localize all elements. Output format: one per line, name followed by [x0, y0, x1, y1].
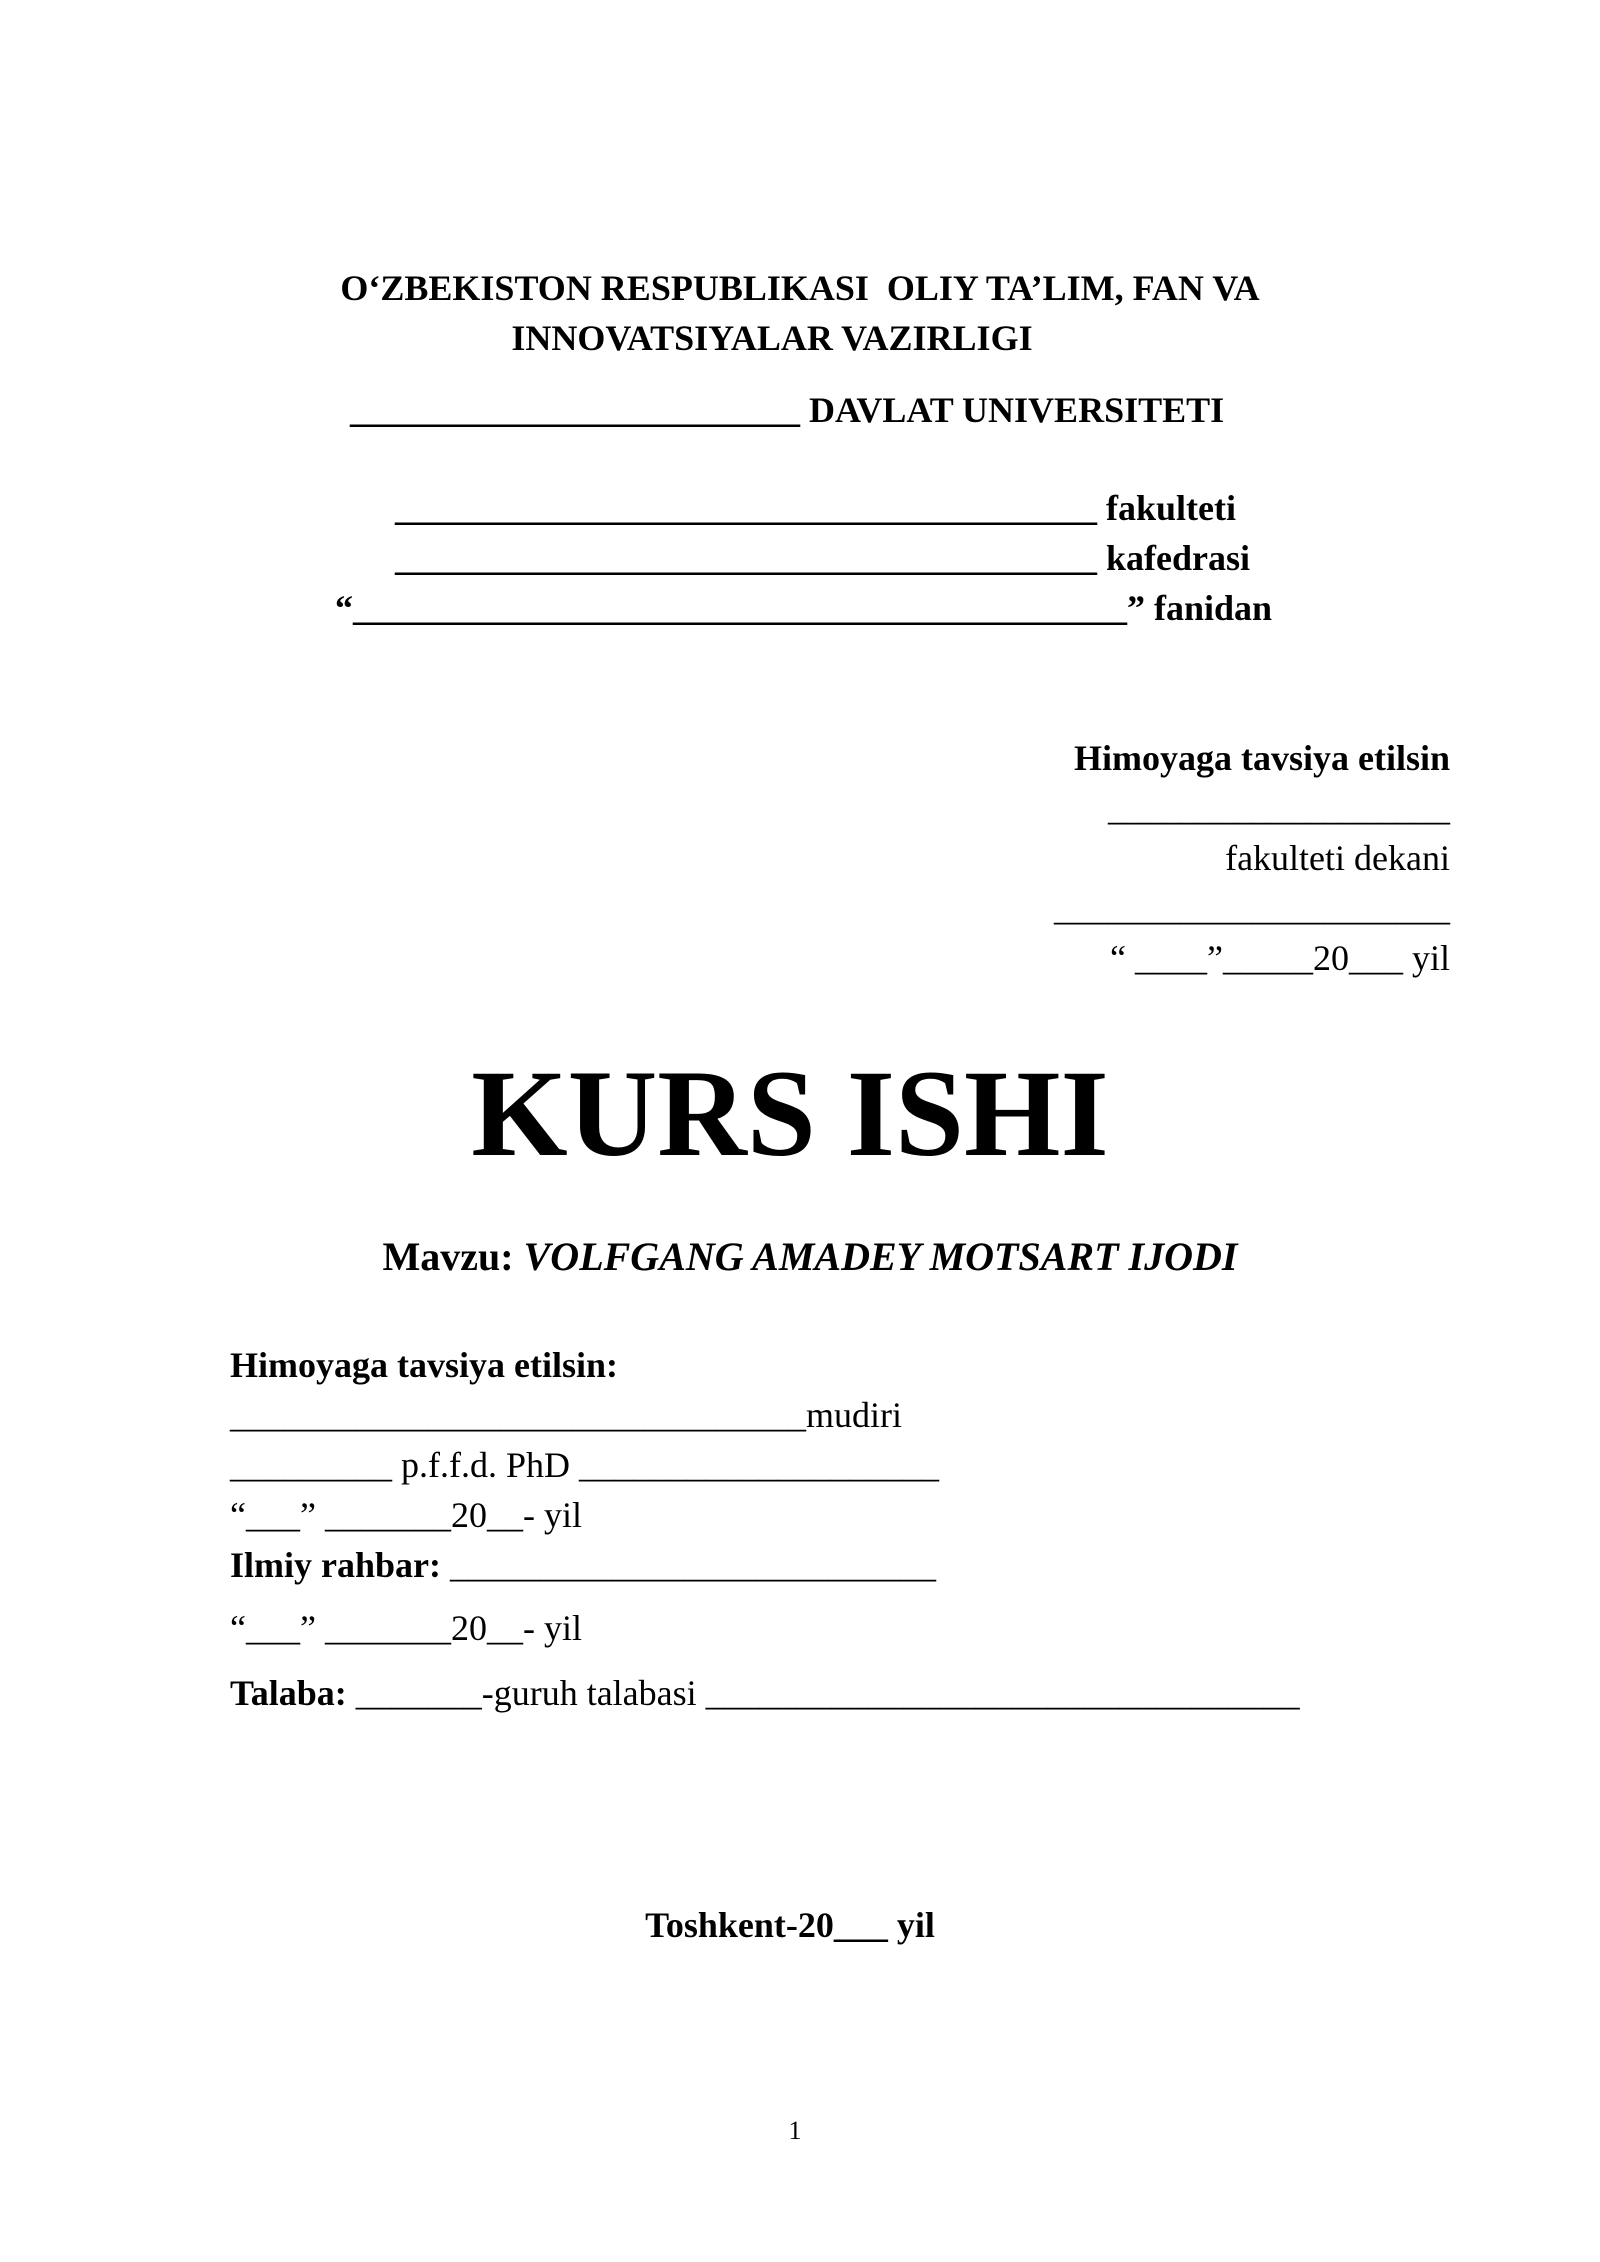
approval-date-1: “___” _______20__- yil [230, 1495, 582, 1535]
approval-top-date: “ ____”_____20___ yil [1110, 938, 1450, 978]
dean-label: fakulteti dekani [1225, 838, 1450, 878]
topic-title: VOLFGANG AMADEY MOTSART IJODI [523, 1234, 1238, 1279]
student-label: Talaba: [230, 1673, 347, 1713]
faculty-line: _______________________________________ fakulteti [395, 488, 1236, 528]
approval-top-signature-line: ___________________ [1108, 788, 1450, 828]
approval-date-2: “___” _______20__- yil [230, 1608, 582, 1648]
advisor-label: Ilmiy rahbar: [230, 1545, 441, 1585]
department-line: _______________________________________ kafedrasi [395, 538, 1250, 578]
topic-line [10, 1234, 1600, 1279]
approval-bottom-title: Himoyaga tavsiya etilsin: [230, 1345, 618, 1385]
approval-top-title: Himoyaga tavsiya etilsin [1074, 738, 1450, 778]
university-line: _________________________ DAVLAT UNIVERSITETI [350, 390, 1225, 430]
advisor-line [230, 1547, 936, 1583]
ministry-line-1: O‘ZBEKISTON RESPUBLIKASI OLIY TA’LIM, FAN VA [340, 268, 1260, 308]
department-head-line: ________________________________mudiri [230, 1395, 902, 1435]
degree-line: _________ p.f.f.d. PhD ____________________ [230, 1445, 939, 1485]
page-number: 1 [788, 2116, 802, 2145]
advisor-name-line: ___________________________ [450, 1545, 936, 1585]
city-year: Toshkent-20___ yil [645, 1905, 935, 1945]
document-title: KURS ISHI [471, 1045, 1109, 1182]
student-line [230, 1675, 1300, 1711]
subject-line: “___________________________________________” fanidan [335, 588, 1273, 628]
dean-name-line: ______________________ [1054, 888, 1450, 928]
student-group-line: _______-guruh talabasi _________________________________ [355, 1673, 1300, 1713]
topic-label: Mavzu: [382, 1234, 514, 1279]
ministry-line-2: INNOVATSIYALAR VAZIRLIGI [511, 318, 1033, 358]
